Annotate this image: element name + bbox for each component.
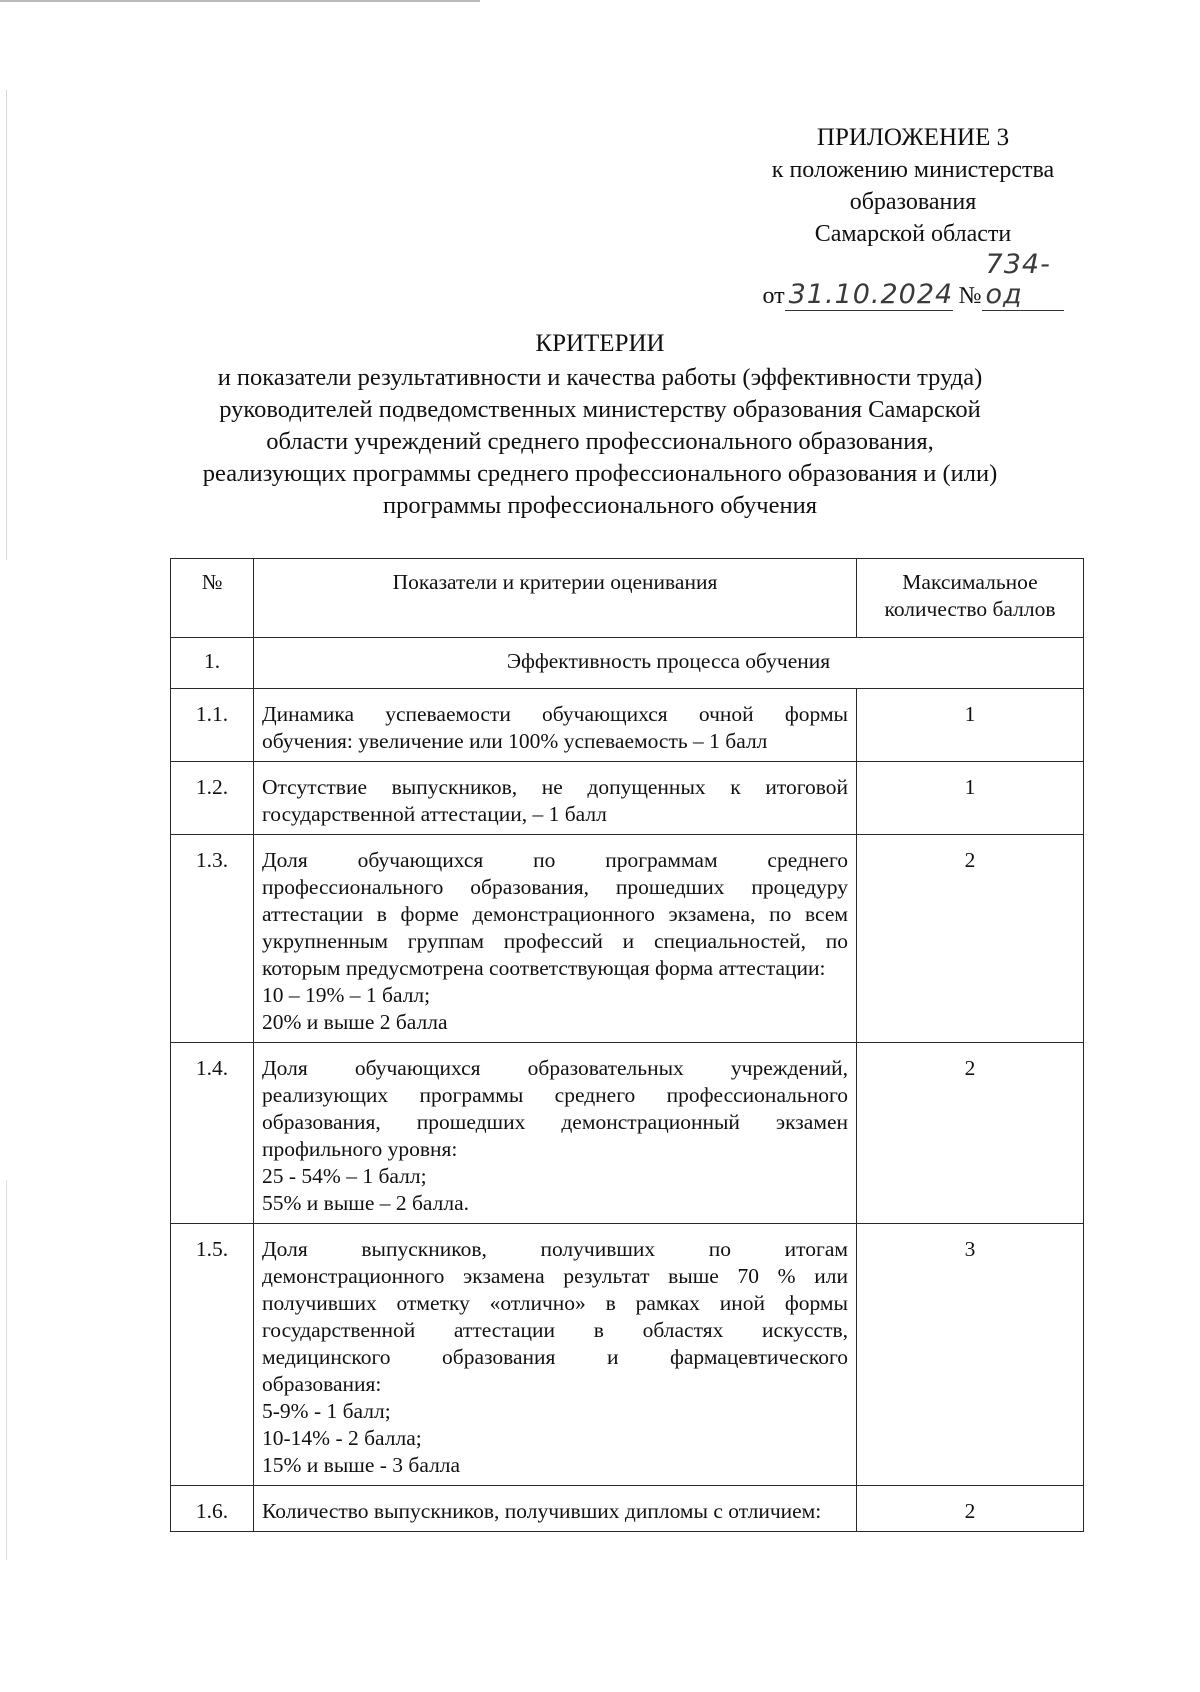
row-text-line: 10-14% - 2 балла;: [262, 1426, 422, 1450]
row-number: 1.5.: [171, 1224, 254, 1486]
appendix-block: [718, 122, 1108, 312]
document-title-block: [120, 328, 1080, 522]
scan-margin-line: [6, 1180, 7, 1560]
row-max-points: 2: [857, 835, 1084, 1043]
header-criteria: Показатели и критерии оценивания: [254, 559, 857, 638]
row-text-line: Отсутствие выпускников, не допущенных к итоговой: [262, 775, 848, 799]
row-text-line: образования, прошедших демонстрационный экзамен: [262, 1110, 848, 1134]
table-row: [171, 762, 1084, 835]
row-text-line: демонстрационного экзамена результат выше 70 % или: [262, 1264, 848, 1288]
row-text-line: обучения: увеличение или 100% успеваемость – 1 балл: [262, 729, 768, 753]
row-criteria: [254, 1486, 857, 1532]
document-subtitle-line: реализующих программы среднего профессионального образования и (или): [202, 460, 998, 487]
row-number: 1.6.: [171, 1486, 254, 1532]
row-number: 1.1.: [171, 689, 254, 762]
row-text-line: получивших отметку «отлично» в рамках иной формы: [262, 1291, 848, 1315]
row-text-line: 10 – 19% – 1 балл;: [262, 983, 431, 1007]
row-criteria: [254, 689, 857, 762]
row-text-line: 20% и выше 2 балла: [262, 1010, 448, 1034]
row-text-line: Количество выпускников, получивших дипломы с отличием:: [262, 1499, 822, 1523]
section-number: 1.: [171, 638, 254, 689]
table-row: [171, 1043, 1084, 1224]
row-text-line: 5-9% - 1 балл;: [262, 1399, 391, 1423]
row-text-line: медицинского образования и фармацевтического: [262, 1345, 848, 1369]
row-text-line: Доля обучающихся по программам среднего: [262, 848, 848, 872]
row-text-line: профильного уровня:: [262, 1137, 458, 1161]
date-number-line: [762, 249, 1063, 310]
document-subtitle-line: руководителей подведомственных министерству образования Самарской: [219, 396, 981, 423]
row-text-line: образования:: [262, 1372, 382, 1396]
appendix-line: Самарской области: [814, 221, 1012, 247]
table-row: [171, 1486, 1084, 1532]
section-title: Эффективность процесса обучения: [254, 638, 1084, 689]
row-text-line: Доля выпускников, получивших по итогам: [262, 1237, 848, 1261]
appendix-line: образования: [849, 189, 977, 215]
header-max-points: [857, 559, 1084, 638]
row-text-line: Динамика успеваемости обучающихся очной формы: [262, 702, 848, 726]
handwritten-number: 734-од: [982, 250, 1064, 311]
criteria-table: [170, 558, 1084, 1532]
row-text-line: Доля обучающихся образовательных учреждений,: [262, 1056, 848, 1080]
header-number: №: [171, 559, 254, 638]
row-text-line: реализующих программы среднего профессионального: [262, 1083, 848, 1107]
row-max-points: 1: [857, 689, 1084, 762]
page-edge: [0, 0, 480, 2]
row-text-line: 25 - 54% – 1 балл;: [262, 1164, 427, 1188]
row-text-line: профессионального образования, прошедших процедуру: [262, 875, 848, 899]
document-subtitle-line: программы профессионального обучения: [383, 492, 817, 519]
handwritten-date: 31.10.2024: [785, 280, 953, 311]
row-criteria: [254, 1043, 857, 1224]
row-number: 1.4.: [171, 1043, 254, 1224]
row-max-points: 1: [857, 762, 1084, 835]
row-max-points: 3: [857, 1224, 1084, 1486]
scan-margin-line: [6, 90, 7, 560]
row-text-line: государственной аттестации, – 1 балл: [262, 802, 607, 826]
document-subtitle-line: и показатели результативности и качества работы (эффективности труда): [217, 364, 983, 391]
section-row: [171, 638, 1084, 689]
date-prefix: от: [762, 283, 785, 309]
appendix-title: ПРИЛОЖЕНИЕ 3: [816, 124, 1010, 151]
row-text-line: которым предусмотрена соответствующая форма аттестации:: [262, 956, 826, 980]
document-heading: КРИТЕРИИ: [535, 330, 665, 357]
row-text-line: государственной аттестации в областях искусств,: [262, 1318, 848, 1342]
number-prefix: №: [958, 283, 982, 309]
header-max-line: количество баллов: [884, 597, 1056, 621]
table-row: [171, 835, 1084, 1043]
table-row: [171, 689, 1084, 762]
row-text-line: 15% и выше - 3 балла: [262, 1453, 461, 1477]
row-text-line: аттестации в форме демонстрационного экзамена, по всем: [262, 902, 848, 926]
row-max-points: 2: [857, 1043, 1084, 1224]
row-text-line: 55% и выше – 2 балла.: [262, 1191, 470, 1215]
row-criteria: [254, 762, 857, 835]
row-number: 1.2.: [171, 762, 254, 835]
row-max-points: 2: [857, 1486, 1084, 1532]
table-row: [171, 1224, 1084, 1486]
document-subtitle-line: области учреждений среднего профессионального образования,: [266, 428, 934, 455]
table-header-row: [171, 559, 1084, 638]
row-text-line: укрупненным группам профессий и специальностей, по: [262, 929, 848, 953]
header-max-line: Максимальное: [902, 570, 1038, 594]
row-number: 1.3.: [171, 835, 254, 1043]
row-criteria: [254, 835, 857, 1043]
row-criteria: [254, 1224, 857, 1486]
appendix-line: к положению министерства: [771, 157, 1055, 183]
